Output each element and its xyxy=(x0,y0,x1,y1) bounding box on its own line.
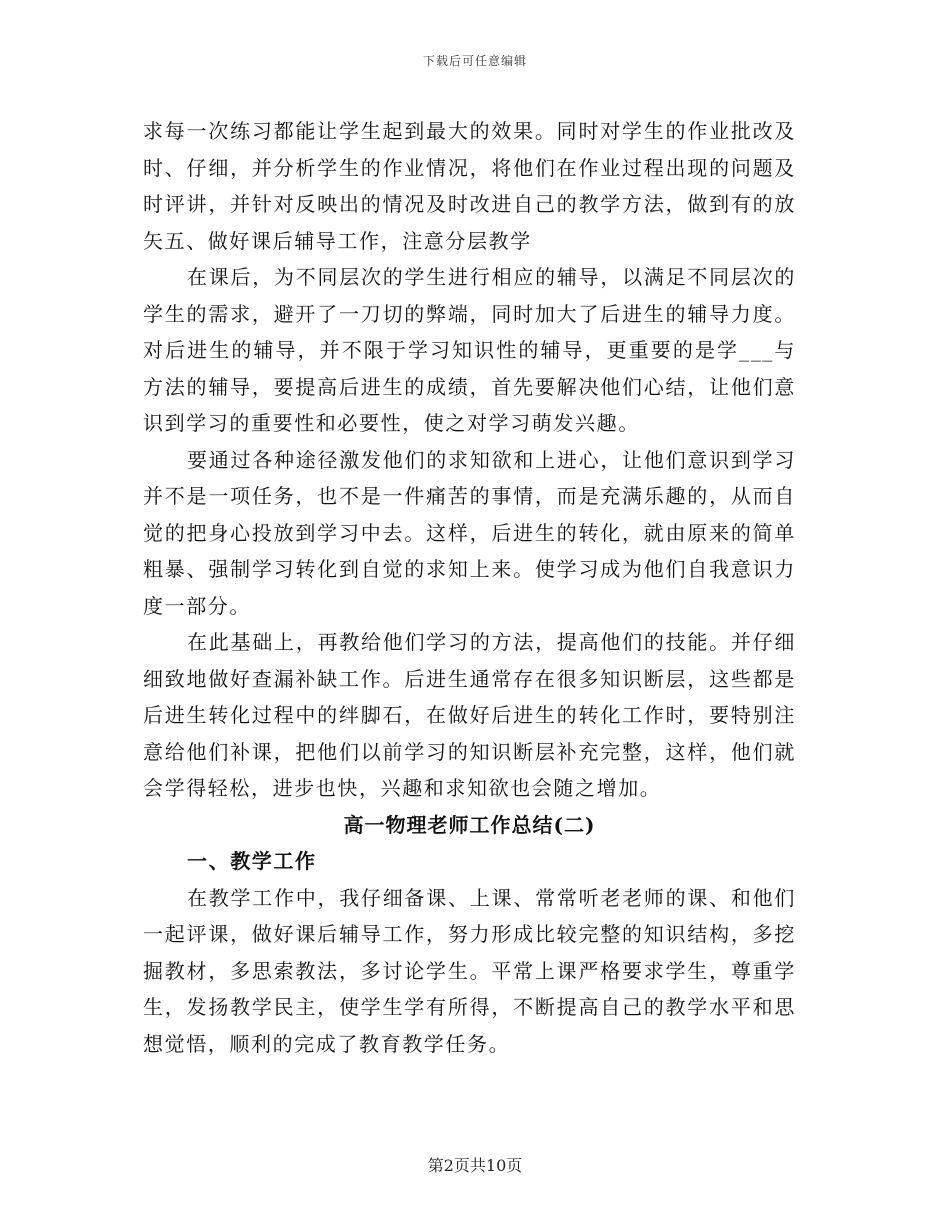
paragraph-learning-methods: 在此基础上，再教给他们学习的方法，提高他们的技能。并仔细细致地做好查漏补缺工作。后进生通常存在很多知识断层，这些都是后进生转化过程中的绊脚石，在做好后进生的转化工作时，要特别注意给他们补课，把他们以前学习的知识断层补充完整，这样，他们就会学得轻松，进步也快，兴趣和求知欲也会随之增加。 xyxy=(143,630,796,800)
page-number: 第2页共10页 xyxy=(427,1156,523,1175)
page-header-note: 下载后可任意编辑 xyxy=(422,54,527,68)
document-body xyxy=(143,113,796,1062)
section-title: 高一物理老师工作总结(二) xyxy=(343,812,596,837)
paragraph-motivation: 要通过各种途径激发他们的求知欲和上进心，让他们意识到学习并不是一项任务，也不是一件痛苦的事情，而是充满乐趣的，从而自觉的把身心投放到学习中去。这样，后进生的转化，就由原来的简单粗暴、强制学习转化到自觉的求知上来。使学习成为他们自我意识力度一部分。 xyxy=(143,447,796,618)
paragraph-teaching-work: 在教学工作中，我仔细备课、上课、常常听老老师的课、和他们一起评课，做好课后辅导工作，努力形成比较完整的知识结构，多挖掘教材，多思索教法，多讨论学生。平常上课严格要求学生，尊重学生，发扬教学民主，使学生学有所得，不断提高自己的教学水平和思想觉悟，顺利的完成了教育教学任务。 xyxy=(143,885,796,1056)
section-heading: 一、教学工作 xyxy=(187,849,317,873)
paragraph-practice-homework: 求每一次练习都能让学生起到最大的效果。同时对学生的作业批改及时、仔细，并分析学生的作业情况，将他们在作业过程出现的问题及时评讲，并针对反映出的情况及时改进自己的教学方法，做到有的放矢五、做好课后辅导工作，注意分层教学 xyxy=(143,119,796,253)
paragraph-after-class-tutoring: 在课后，为不同层次的学生进行相应的辅导，以满足不同层次的学生的需求，避开了一刀切的弊端，同时加大了后进生的辅导力度。对后进生的辅导，并不限于学习知识性的辅导，更重要的是学___与方法的辅导，要提高后进生的成绩，首先要解决他们心结，让他们意识到学习的重要性和必要性，使之对学习萌发兴趣。 xyxy=(143,265,796,435)
